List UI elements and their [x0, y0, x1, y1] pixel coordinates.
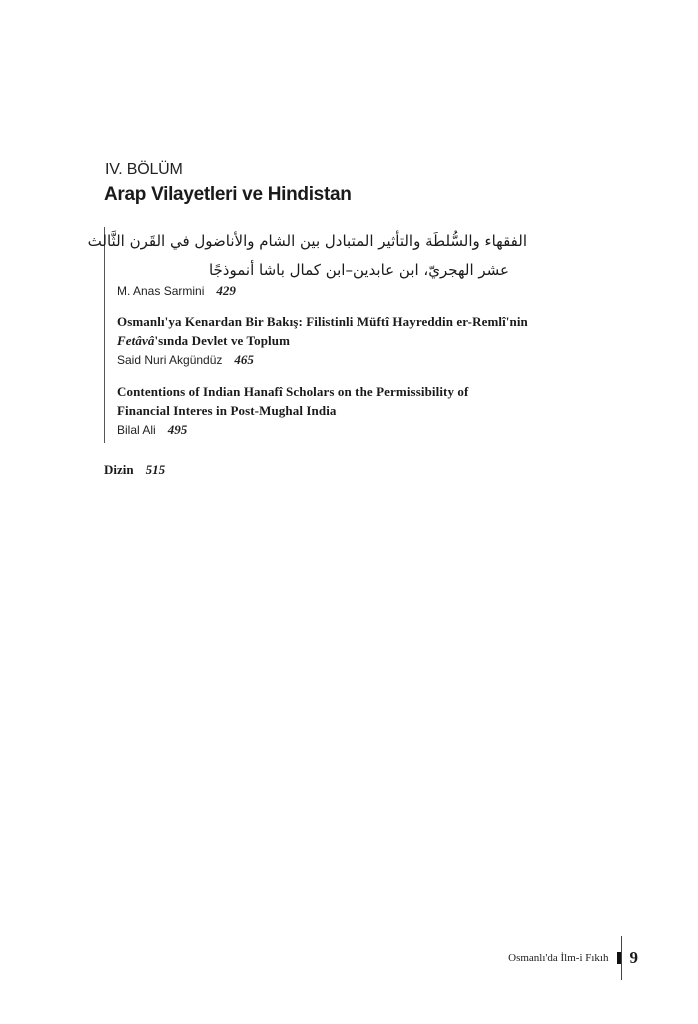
entry-author: Bilal Ali: [117, 423, 156, 437]
entry-title-line: Contentions of Indian Hanafî Scholars on the Permissibility of: [117, 384, 469, 399]
entry-title: [117, 382, 573, 420]
entry-title-line: 'sında Devlet ve Toplum: [154, 333, 291, 348]
section-label: IV. BÖLÜM: [105, 161, 183, 178]
entry-title: [87, 227, 573, 285]
footer-rule: [621, 936, 622, 980]
entry-title: [117, 312, 573, 350]
toc-entry[interactable]: [87, 227, 573, 299]
entry-title-italic: Fetâvâ: [117, 333, 155, 348]
entry-author: Said Nuri Akgündüz: [117, 353, 223, 367]
entry-byline: [117, 422, 573, 438]
toc-entry[interactable]: [117, 312, 573, 368]
running-title: Osmanlı'da İlm-i Fıkıh: [508, 952, 609, 964]
toc-entry[interactable]: [117, 382, 573, 438]
entry-author: M. Anas Sarmini: [117, 284, 205, 298]
entry-title-line: عشر الهجريّ، ابن عابدين–ابن كمال باشا أنموذجًا: [208, 261, 509, 279]
index-page-number: 515: [145, 462, 166, 477]
toc-group: [87, 227, 575, 443]
entry-byline: [117, 352, 573, 368]
entry-title-line: الفقهاء والسُّلطَة والتأثير المتبادل بين الشام والأناضول في القَرن الثَّالث: [87, 232, 527, 250]
entry-title-line: Osmanlı'ya Kenardan Bir Bakış: Filistinli Müftî Hayreddin er-Remlî'nin: [117, 314, 528, 329]
entry-page-number: 429: [216, 283, 236, 298]
entry-page-number: 495: [167, 422, 188, 437]
index-label: Dizin: [104, 462, 134, 477]
page-number: 9: [629, 948, 638, 967]
entry-page-number: 465: [234, 352, 254, 367]
index-entry[interactable]: [104, 462, 165, 478]
entry-title-line: Financial Interes in Post-Mughal India: [117, 403, 337, 418]
entry-byline: [117, 283, 573, 299]
section-title: Arap Vilayetleri ve Hindistan: [104, 184, 352, 205]
page-footer: [508, 936, 638, 980]
